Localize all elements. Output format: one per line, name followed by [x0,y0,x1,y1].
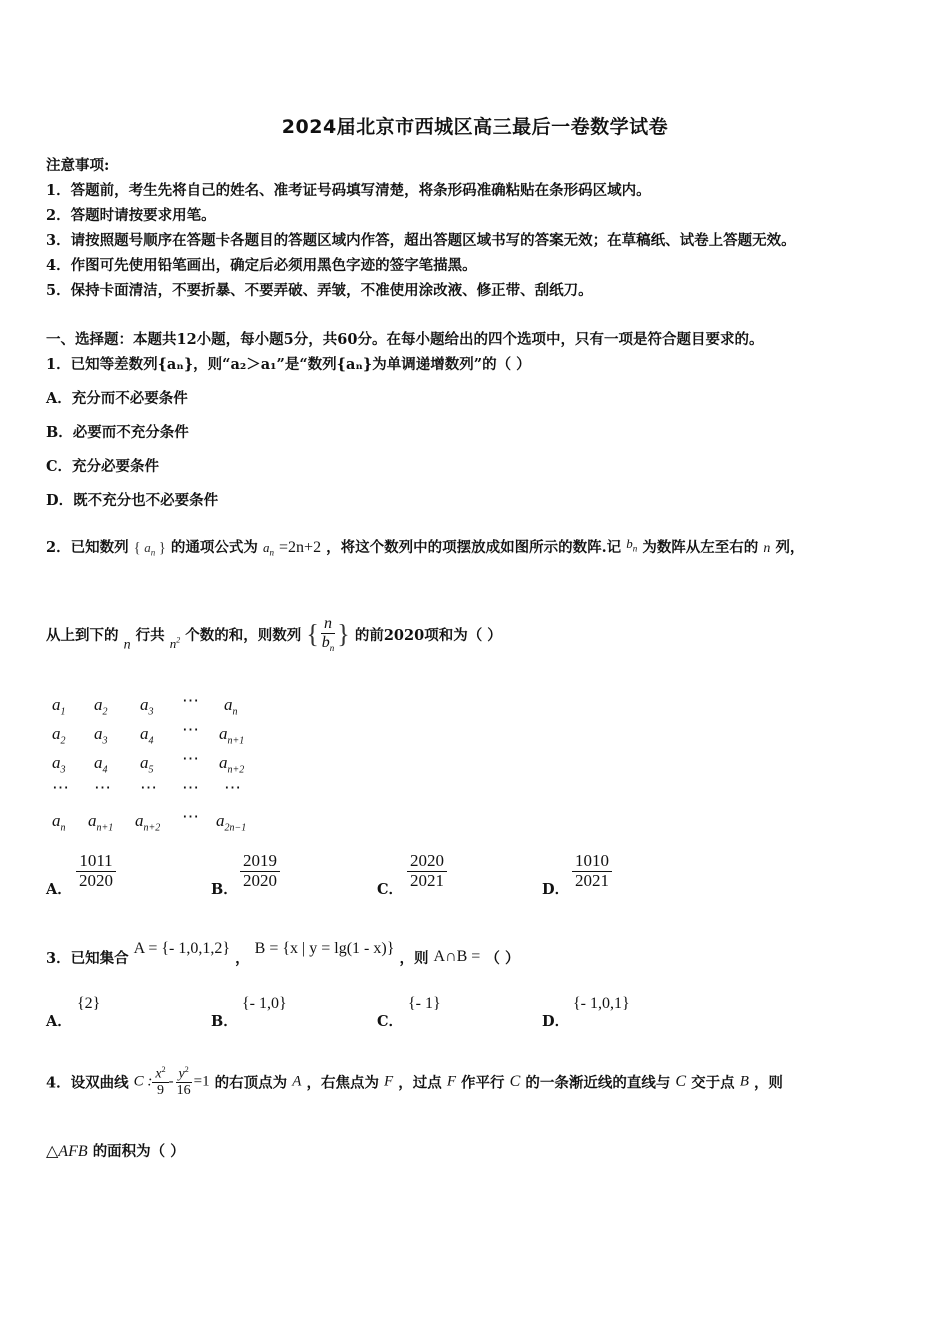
q4-text: ，右焦点为 [306,1074,379,1092]
numerator: 2020 [407,852,447,872]
q3-option-d-label: D． [542,1013,570,1030]
numerator: 1011 [76,852,115,872]
matrix-cell: ⋯ [52,778,69,797]
denominator: 2020 [79,870,113,890]
q3-option-b-label: B． [211,1013,238,1030]
q2-text: 的通项公式为 [170,539,258,556]
q1-option-d: D．既不充分也不必要条件 [46,492,219,509]
q3-option-d-value: {- 1,0,1} [573,995,630,1012]
q2-option-d-label: D． [542,881,570,898]
q3-text: 3．已知集合 [46,950,129,967]
equals-one: =1 [193,1073,210,1090]
matrix-cell: $a_3$ [94,724,108,747]
matrix-cell: $a_2$ [94,695,108,718]
matrix-cell: $a_2$ [52,724,66,747]
q2-line1 [46,536,804,558]
y2-over-16: $\frac{y^2}{16}$ [176,1065,191,1099]
curve-c-math: C [675,1073,687,1091]
q4-line2 [46,1140,185,1161]
q3-option-a-label: A． [46,1013,72,1030]
matrix-cell: ⋯ [224,778,241,797]
q1-option-a: A．充分而不必要条件 [46,390,188,407]
seq-an-math: { $a_n$ } [133,540,166,558]
matrix-cell: $a_3$ [52,753,66,776]
n-math: n [763,541,771,556]
matrix-cell: $a_4$ [94,753,108,776]
q2-text: 2．已知数列 [46,539,129,556]
matrix-cell: $a_{n+2}$ [219,753,245,776]
set-b-math: B = {x | y = lg(1 - x)} [254,940,395,957]
matrix-cell: $a_n$ [52,811,66,834]
notice-item: 2．答题时请按要求用笔。 [46,207,216,224]
notice-item: 4．作图可先使用铅笔画出，确定后必须用黑色字迹的签字笔描黑。 [46,257,477,274]
q2-text: 的前2020项和为（ ） [354,626,502,644]
matrix-cell: $a_{n+1}$ [219,724,245,747]
q1-stem: 1．已知等差数列{aₙ}，则“a₂＞a₁”是“数列{aₙ}为单调递增数列”的（ ） [46,356,531,373]
q2-option-b-fraction [240,852,280,890]
notice-item: 3．请按照题号顺序在答题卡各题目的答题区域内作答，超出答题区域书写的答案无效；在草稿纸、试卷上答题无效。 [46,232,796,249]
matrix-cell: ⋯ [182,778,199,797]
q2-text: 行共 [135,626,165,644]
q2-text: 列， [775,539,805,556]
numerator: 1010 [572,852,612,872]
matrix-cell: ⋯ [182,749,199,768]
denominator: 2021 [410,870,444,890]
n-math: n [123,637,131,653]
q2-text: ，将这个数列中的项摆放成如图所示的数阵.记 [326,539,622,556]
q4-stem [46,1066,783,1098]
q2-formula: =2n+2 [279,539,322,556]
q3-option-c-value: {- 1} [408,995,441,1012]
point-a-math: A [292,1073,302,1090]
point-b-math: B [739,1073,749,1090]
q3-text: （ ） [485,950,520,967]
denominator: 2020 [243,870,277,890]
matrix-cell: ⋯ [140,778,157,797]
q1-option-b: B．必要而不充分条件 [46,424,189,441]
notice-item: 1．答题前，考生先将自己的姓名、准考证号码填写清楚，将条形码准确粘贴在条形码区域内。 [46,182,651,199]
matrix-cell: $a_{2n-1}$ [216,811,247,834]
numerator: 2019 [240,852,280,872]
q4-text: ，过点 [398,1074,442,1092]
q2-option-a-label: A． [46,881,72,898]
q3-option-b-value: {- 1,0} [242,995,287,1012]
q4-text: 交于点 [691,1074,735,1092]
matrix-cell: $a_5$ [140,753,154,776]
section-heading: 一、选择题：本题共12小题，每小题5分，共60分。在每小题给出的四个选项中，只有一项是符合题目要求的。 [46,331,764,348]
x2-over-9: $\frac{x^2}{9}$ [152,1066,168,1098]
matrix-cell: $a_1$ [52,695,66,718]
set-a-math: A = {- 1,0,1,2} [133,940,231,957]
q4-text: 4．设双曲线 [46,1074,129,1092]
q4-text: 的右顶点为 [214,1074,288,1092]
q4-text: 作平行 [461,1074,505,1092]
q2-text: 从上到下的 [46,626,119,644]
matrix-cell: $a_n$ [224,695,238,718]
bn-math: $b_n$ [626,536,638,554]
matrix-cell: ⋯ [182,720,199,739]
notice-item: 5．保持卡面清洁，不要折暴、不要弄破、弄皱，不准使用涂改液、修正带、刮纸刀。 [46,282,593,299]
point-f-math: F [384,1073,394,1090]
q1-option-c: C．充分必要条件 [46,458,160,475]
matrix-cell: $a_4$ [140,724,154,747]
matrix-cell: ⋯ [182,691,199,710]
q2-text: 个数的和，则数列 [185,626,302,644]
hyperbola-math: C : [133,1073,153,1090]
matrix-cell: $a_{n+1}$ [88,811,114,834]
an-math: $a_n$ [262,540,274,558]
q2-line2 [46,615,502,654]
triangle-math: △AFB [46,1143,88,1160]
q2-option-c-label: C． [377,881,404,898]
n-over-bn-math: $\frac{n}{b_n}$ [321,615,335,653]
matrix-cell: ⋯ [182,807,199,826]
page-title: 2024届北京市西城区高三最后一卷数学试卷 [281,116,669,138]
q3-option-c-label: C． [377,1013,404,1030]
matrix-cell: ⋯ [94,778,111,797]
q3-option-a-value: {2} [77,995,101,1012]
notice-heading: 注意事项: [46,157,110,174]
q3-stem: 3．已知集合 A = {- 1,0,1,2} ， B = {x | y = lg(1 - x)} ，则 A∩B = （ ） [46,940,520,967]
q3-text: ，则 [399,950,429,967]
q2-option-d-fraction [572,852,612,890]
point-f-math: F [446,1073,456,1090]
q2-option-c-fraction [407,852,447,890]
q2-text: 为数阵从左至右的 [642,539,759,556]
n-squared-math: $n^2$ [169,636,181,652]
curve-c-math: C [509,1073,521,1091]
matrix-cell: $a_{n+2}$ [135,811,161,834]
q4-text: 的一条渐近线的直线与 [525,1074,671,1092]
q2-option-a-fraction [76,852,116,890]
intersection-math: A∩B = [433,948,481,965]
matrix-cell: $a_3$ [140,695,154,718]
brace-left: { [306,619,319,649]
minus-sign: - [168,1073,174,1090]
q4-text: ，则 [753,1074,783,1092]
q4-text: 的面积为（ ） [92,1143,185,1160]
denominator: 2021 [575,870,609,890]
q2-option-b-label: B． [211,881,238,898]
brace-right: } [337,619,350,649]
